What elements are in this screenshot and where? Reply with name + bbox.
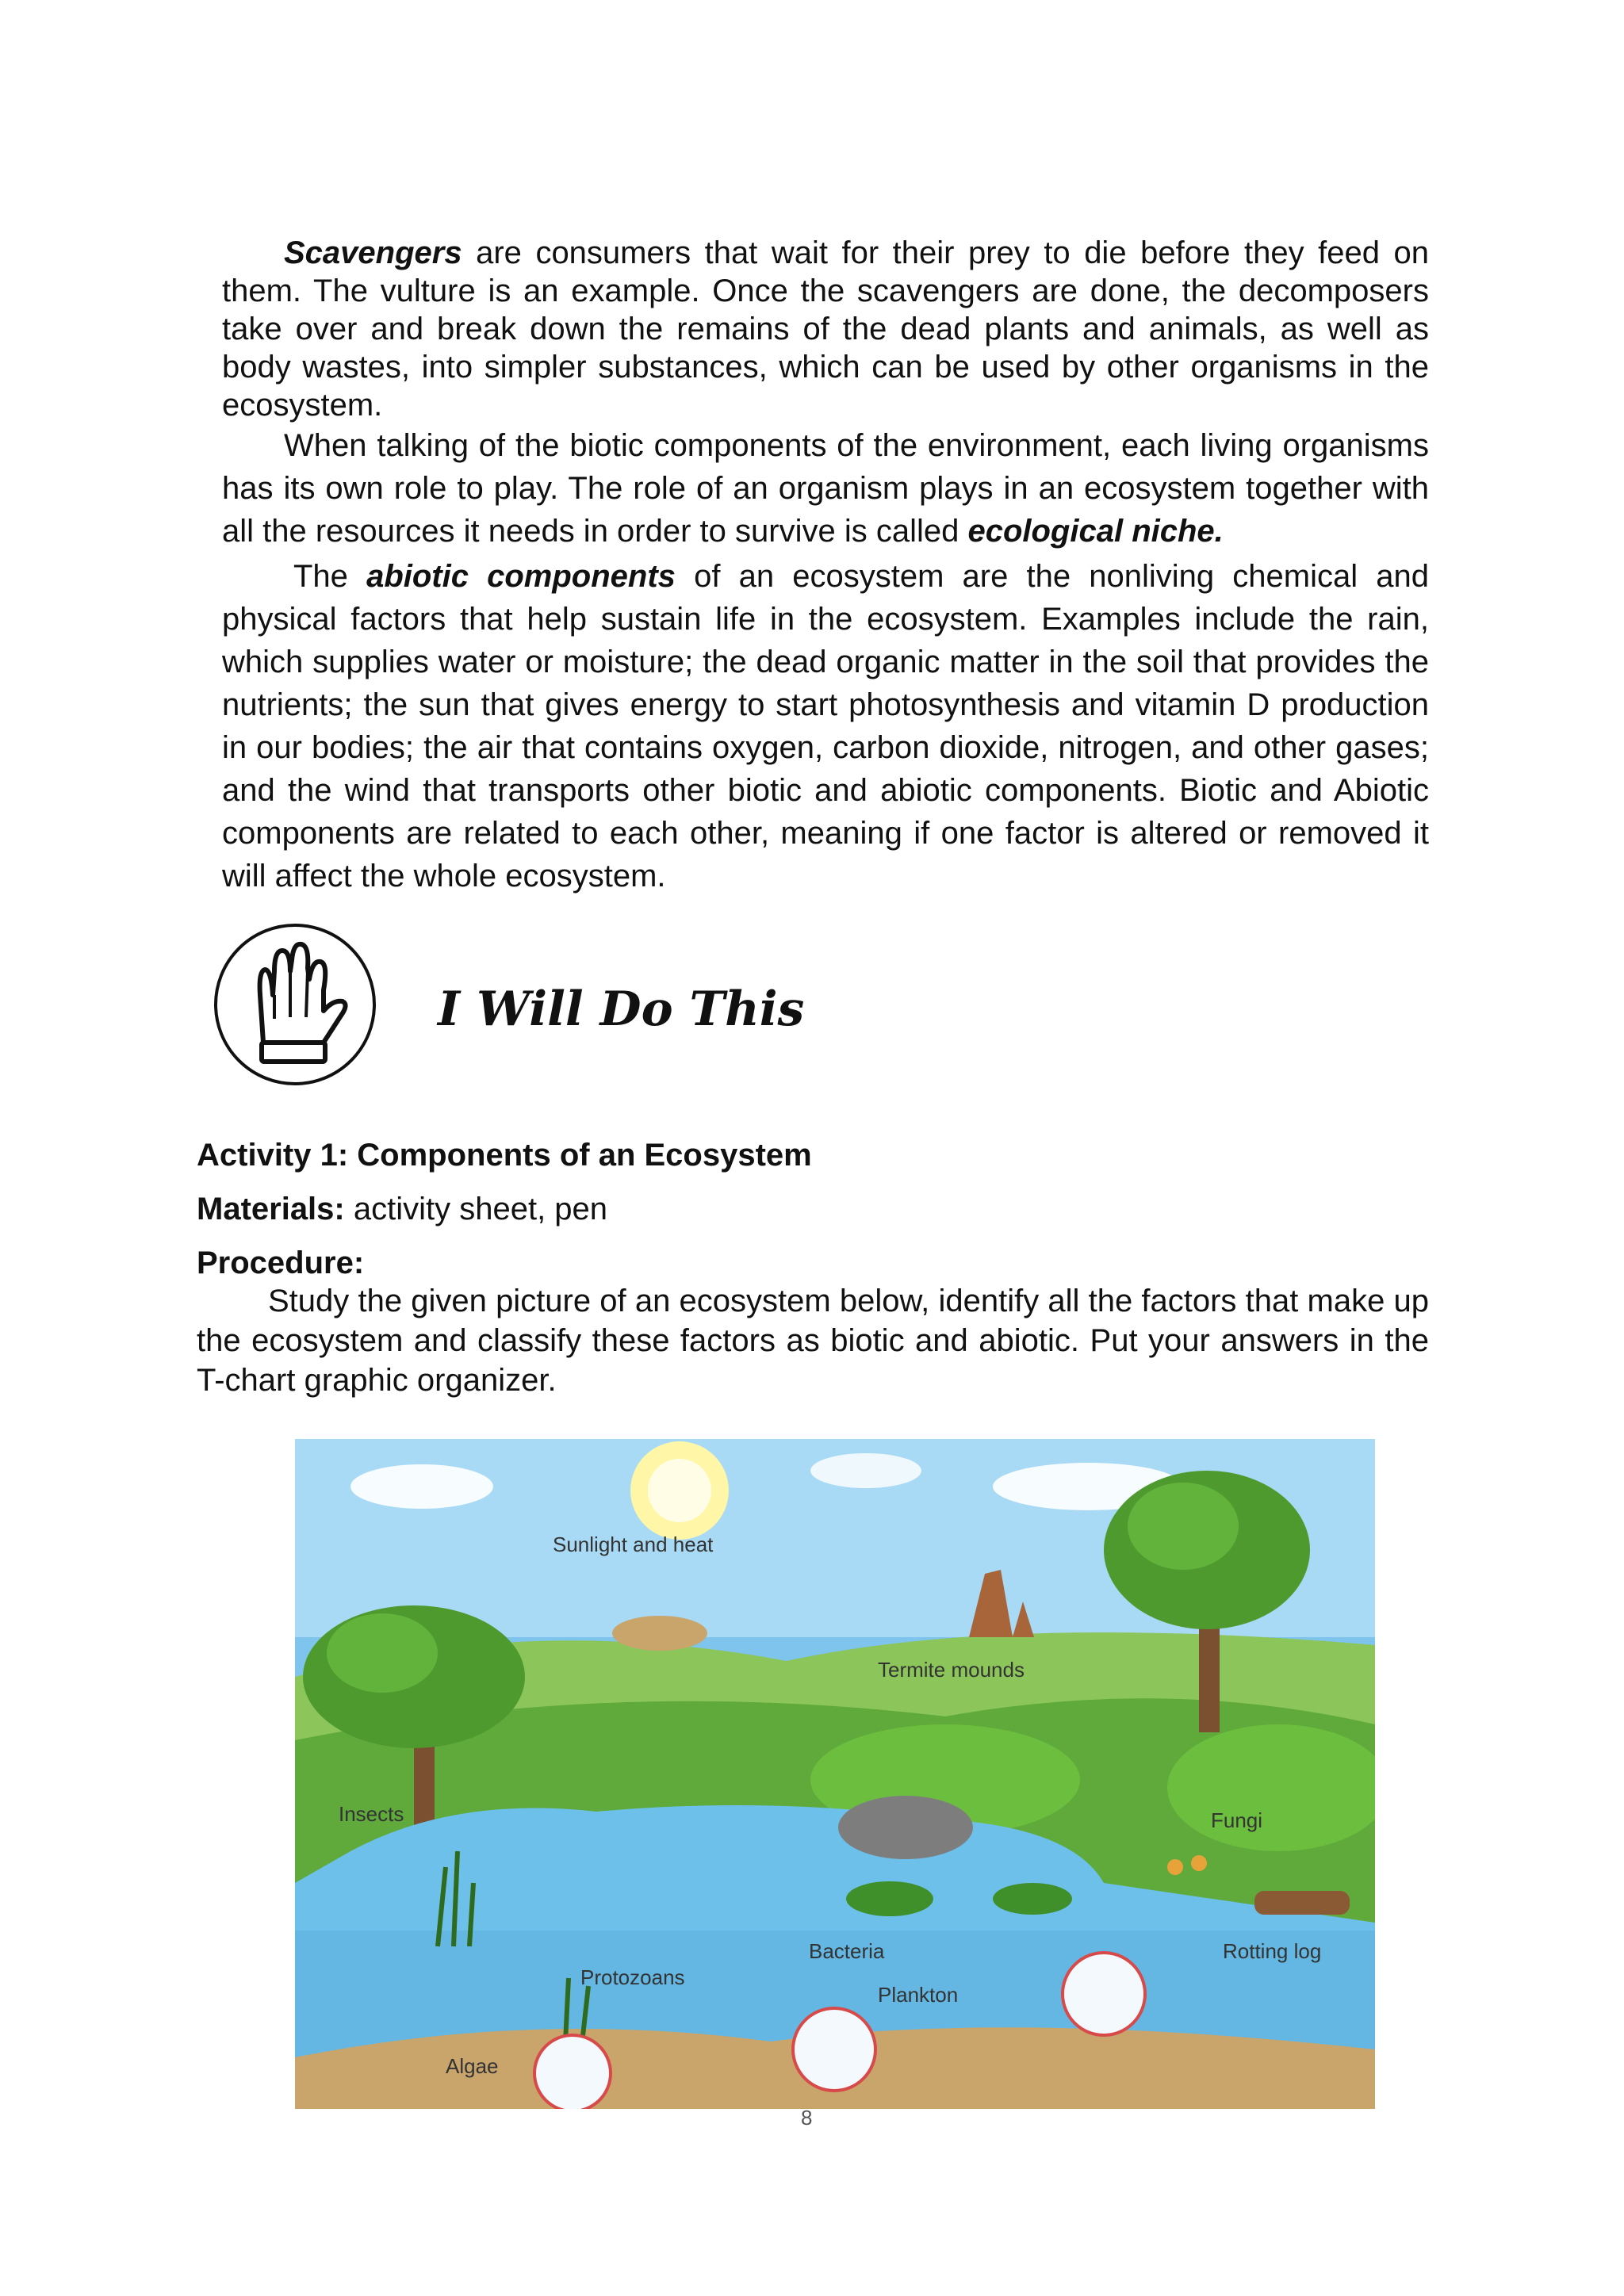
paragraph-abiotic [222, 555, 1429, 897]
paragraph-scavengers-text: are consumers that wait for their prey to die before they feed on them. The vulture is an example. Once the scavengers are done, the decomposers take over and break down the remains of the dead plants and animals, as well as body wastes, into simpler substances, which can be used by other organisms in the ecosystem. [222, 235, 1429, 423]
paragraph-scavengers [222, 234, 1429, 424]
term-ecological-niche: ecological niche. [967, 514, 1224, 549]
paragraph-niche-text: When talking of the biotic components of the environment, each living organisms has its own role to play. The role of an organism plays in an ecosystem together with all the resources it needs in order to survive is called [222, 428, 1429, 549]
term-scavengers: Scavengers [284, 235, 462, 270]
section-title: I Will Do This [438, 982, 805, 1037]
paragraph-ecological-niche [222, 424, 1429, 553]
materials-label: Materials: [197, 1192, 345, 1226]
materials-value: activity sheet, pen [344, 1192, 608, 1226]
ecosystem-illustration [295, 1439, 1375, 2109]
label-plankton: Plankton [878, 1983, 959, 2007]
label-fungi: Fungi [1211, 1808, 1263, 1832]
activity-title: Activity 1: Components of an Ecosystem [197, 1138, 812, 1173]
label-insects: Insects [339, 1802, 404, 1826]
label-sunlight: Sunlight and heat [553, 1533, 714, 1556]
term-abiotic-components: abiotic components [366, 559, 676, 594]
label-termite-mounds: Termite mounds [878, 1658, 1025, 1682]
activity-materials [197, 1189, 607, 1229]
label-algae: Algae [446, 2054, 499, 2078]
paragraph-abiotic-start: The [293, 559, 367, 594]
hand-icon [208, 924, 382, 1086]
procedure-text-body: Study the given picture of an ecosystem below, identify all the factors that make up the ecosystem and classify these factors as biotic and abiotic. Put your answers in the T-chart graphic organizer. [197, 1284, 1429, 1398]
page-number: 8 [801, 2106, 813, 2130]
label-protozoans: Protozoans [580, 1965, 685, 1989]
label-bacteria: Bacteria [809, 1939, 885, 1963]
label-rotting-log: Rotting log [1223, 1939, 1322, 1963]
paragraph-abiotic-text: of an ecosystem are the nonliving chemical and physical factors that help sustain life in the ecosystem. Examples include the rain, which supplies water or moisture; the dead organic matter in the soil that provides the nutrients; the sun that gives energy to start photosynthesis and vitamin D production in our bodies; the air that contains oxygen, carbon dioxide, nitrogen, and other gases; and the wind that transports other biotic and abiotic components. Biotic and Abiotic components are related to each other, meaning if one factor is altered or removed it will affect the whole ecosystem. [222, 559, 1430, 894]
procedure-label: Procedure: [197, 1246, 365, 1280]
procedure-text [197, 1281, 1429, 1400]
